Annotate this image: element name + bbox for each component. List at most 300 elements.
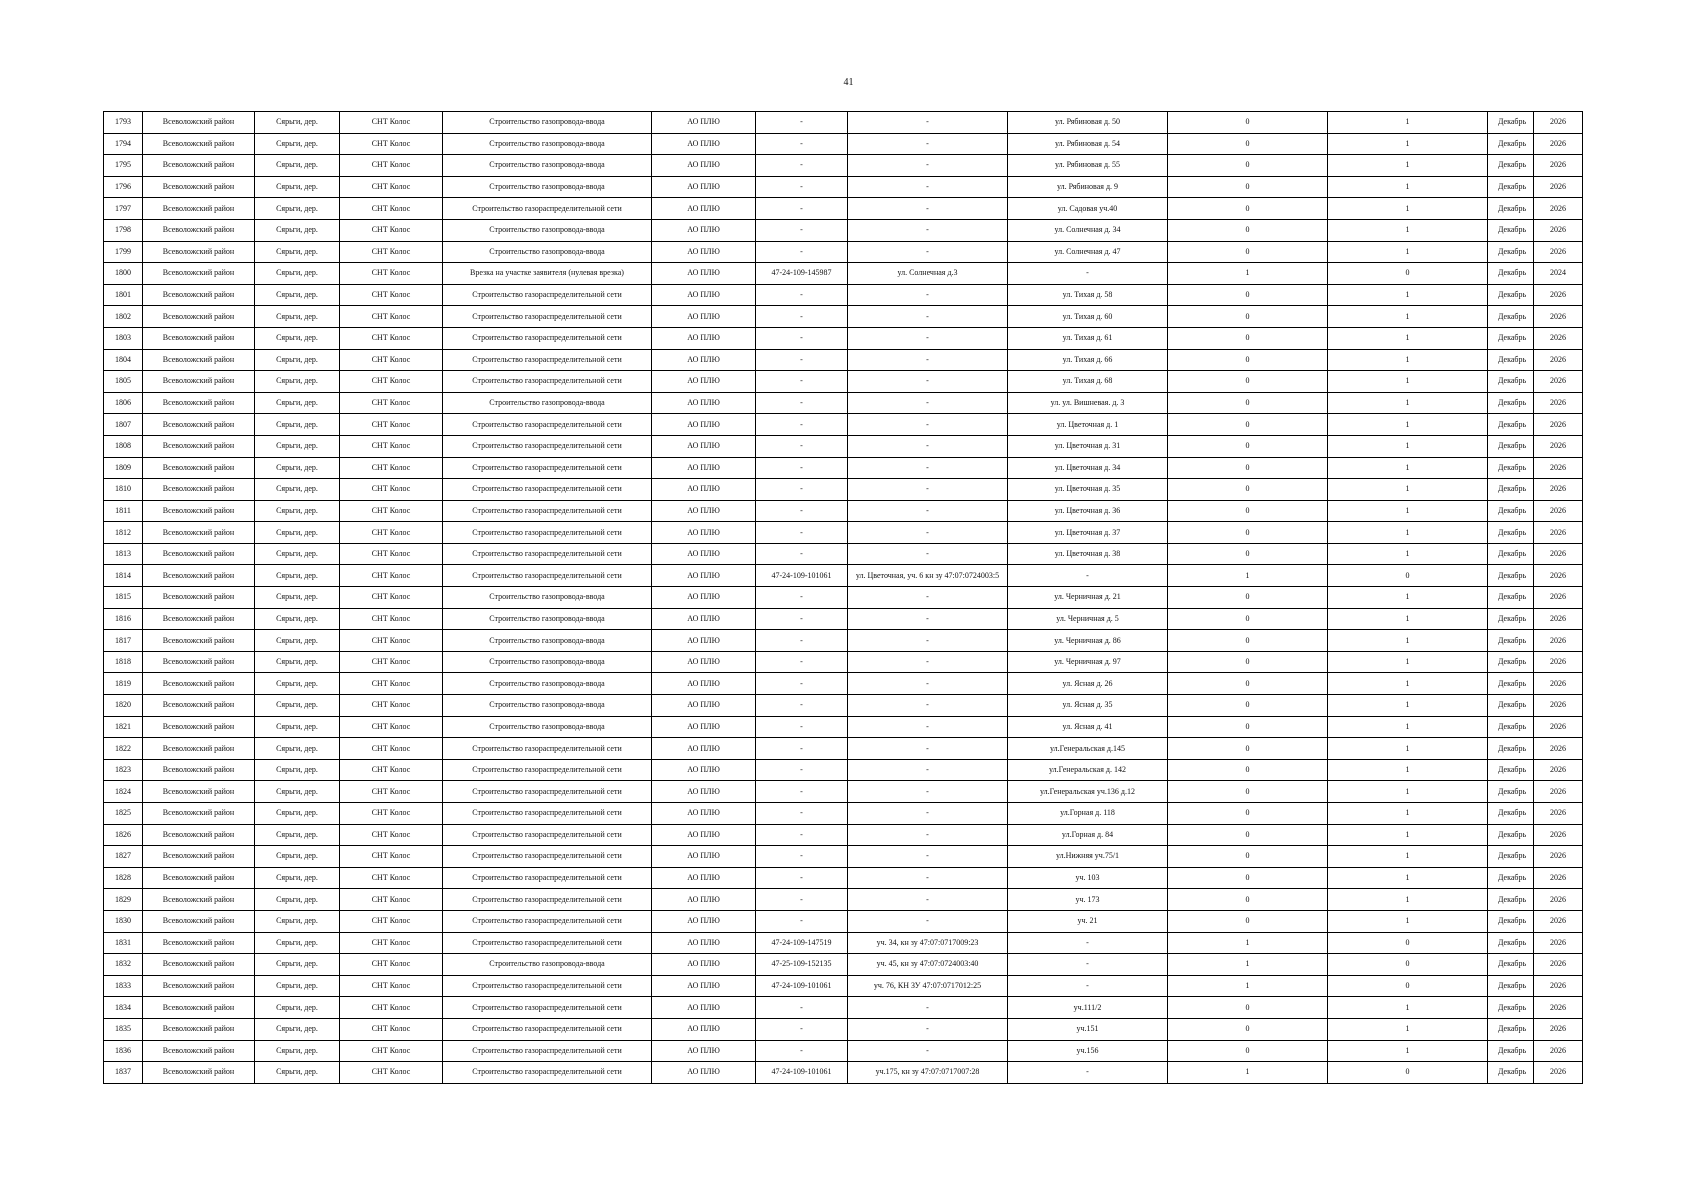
- work-type-cell: Строительство газораспределительной сети: [443, 910, 652, 932]
- district-cell: Всеволожский район: [143, 867, 255, 889]
- address-cell: уч.111/2: [1008, 997, 1168, 1019]
- settlement-cell: Сярьги, дер.: [255, 479, 340, 501]
- organization-cell: АО ПЛЮ: [652, 975, 756, 997]
- year-cell: 2026: [1534, 565, 1583, 587]
- count-a-cell: 0: [1168, 781, 1328, 803]
- snt-cell: СНТ Колос: [340, 414, 443, 436]
- count-b-cell: 1: [1328, 133, 1488, 155]
- table-row: [104, 803, 1583, 825]
- snt-cell: СНТ Колос: [340, 241, 443, 263]
- snt-cell: СНТ Колос: [340, 327, 443, 349]
- settlement-cell: Сярьги, дер.: [255, 781, 340, 803]
- row-number-cell: 1807: [104, 414, 143, 436]
- year-cell: 2026: [1534, 176, 1583, 198]
- table-row: [104, 673, 1583, 695]
- year-cell: 2026: [1534, 673, 1583, 695]
- district-cell: Всеволожский район: [143, 176, 255, 198]
- row-number-cell: 1831: [104, 932, 143, 954]
- work-type-cell: Строительство газораспределительной сети: [443, 371, 652, 393]
- row-number-cell: 1836: [104, 1040, 143, 1062]
- snt-cell: СНТ Колос: [340, 371, 443, 393]
- district-cell: Всеволожский район: [143, 1018, 255, 1040]
- count-a-cell: 0: [1168, 673, 1328, 695]
- work-type-cell: Строительство газораспределительной сети: [443, 975, 652, 997]
- address-cell: ул. Черничная д. 86: [1008, 630, 1168, 652]
- work-type-cell: Строительство газопровода-ввода: [443, 954, 652, 976]
- count-b-cell: 1: [1328, 803, 1488, 825]
- year-cell: 2026: [1534, 392, 1583, 414]
- work-type-cell: Строительство газораспределительной сети: [443, 198, 652, 220]
- district-cell: Всеволожский район: [143, 651, 255, 673]
- count-b-cell: 0: [1328, 975, 1488, 997]
- cadastral-address-cell: -: [848, 630, 1008, 652]
- settlement-cell: Сярьги, дер.: [255, 867, 340, 889]
- table-row: [104, 587, 1583, 609]
- month-cell: Декабрь: [1488, 371, 1534, 393]
- count-a-cell: 0: [1168, 414, 1328, 436]
- address-cell: -: [1008, 932, 1168, 954]
- work-type-cell: Строительство газораспределительной сети: [443, 1018, 652, 1040]
- table-row: [104, 284, 1583, 306]
- cadastral-address-cell: -: [848, 651, 1008, 673]
- settlement-cell: Сярьги, дер.: [255, 198, 340, 220]
- organization-cell: АО ПЛЮ: [652, 673, 756, 695]
- table-row: [104, 392, 1583, 414]
- organization-cell: АО ПЛЮ: [652, 738, 756, 760]
- application-number-cell: -: [756, 910, 848, 932]
- address-cell: ул. Цветочная д. 35: [1008, 479, 1168, 501]
- count-b-cell: 1: [1328, 824, 1488, 846]
- row-number-cell: 1827: [104, 846, 143, 868]
- settlement-cell: Сярьги, дер.: [255, 630, 340, 652]
- organization-cell: АО ПЛЮ: [652, 565, 756, 587]
- cadastral-address-cell: -: [848, 889, 1008, 911]
- application-number-cell: -: [756, 867, 848, 889]
- work-type-cell: Строительство газопровода-ввода: [443, 241, 652, 263]
- snt-cell: СНТ Колос: [340, 133, 443, 155]
- table-row: [104, 133, 1583, 155]
- district-cell: Всеволожский район: [143, 803, 255, 825]
- address-cell: ул. ул. Вишневая. д. 3: [1008, 392, 1168, 414]
- cadastral-address-cell: -: [848, 306, 1008, 328]
- application-number-cell: -: [756, 824, 848, 846]
- row-number-cell: 1793: [104, 112, 143, 134]
- settlement-cell: Сярьги, дер.: [255, 716, 340, 738]
- month-cell: Декабрь: [1488, 263, 1534, 285]
- snt-cell: СНТ Колос: [340, 522, 443, 544]
- organization-cell: АО ПЛЮ: [652, 457, 756, 479]
- cadastral-address-cell: -: [848, 781, 1008, 803]
- row-number-cell: 1794: [104, 133, 143, 155]
- count-b-cell: 0: [1328, 954, 1488, 976]
- cadastral-address-cell: -: [848, 1040, 1008, 1062]
- count-a-cell: 0: [1168, 824, 1328, 846]
- work-type-cell: Строительство газопровода-ввода: [443, 133, 652, 155]
- cadastral-address-cell: уч.175, кн зу 47:07:0717007:28: [848, 1062, 1008, 1084]
- count-a-cell: 0: [1168, 867, 1328, 889]
- month-cell: Декабрь: [1488, 651, 1534, 673]
- count-a-cell: 0: [1168, 479, 1328, 501]
- address-cell: ул.Генеральская уч.136 д.12: [1008, 781, 1168, 803]
- cadastral-address-cell: -: [848, 608, 1008, 630]
- district-cell: Всеволожский район: [143, 673, 255, 695]
- count-a-cell: 0: [1168, 803, 1328, 825]
- district-cell: Всеволожский район: [143, 932, 255, 954]
- count-a-cell: 1: [1168, 565, 1328, 587]
- application-number-cell: -: [756, 479, 848, 501]
- application-number-cell: -: [756, 327, 848, 349]
- table-row: [104, 176, 1583, 198]
- cadastral-address-cell: -: [848, 371, 1008, 393]
- organization-cell: АО ПЛЮ: [652, 1018, 756, 1040]
- month-cell: Декабрь: [1488, 889, 1534, 911]
- cadastral-address-cell: -: [848, 803, 1008, 825]
- settlement-cell: Сярьги, дер.: [255, 1018, 340, 1040]
- district-cell: Всеволожский район: [143, 975, 255, 997]
- snt-cell: СНТ Колос: [340, 112, 443, 134]
- settlement-cell: Сярьги, дер.: [255, 910, 340, 932]
- table-row: [104, 219, 1583, 241]
- settlement-cell: Сярьги, дер.: [255, 414, 340, 436]
- application-number-cell: -: [756, 716, 848, 738]
- table-row: [104, 306, 1583, 328]
- application-number-cell: -: [756, 781, 848, 803]
- month-cell: Декабрь: [1488, 155, 1534, 177]
- application-number-cell: -: [756, 500, 848, 522]
- address-cell: ул. Тихая д. 60: [1008, 306, 1168, 328]
- work-type-cell: Строительство газораспределительной сети: [443, 284, 652, 306]
- work-type-cell: Строительство газопровода-ввода: [443, 630, 652, 652]
- address-cell: ул. Цветочная д. 1: [1008, 414, 1168, 436]
- organization-cell: АО ПЛЮ: [652, 414, 756, 436]
- application-number-cell: -: [756, 371, 848, 393]
- year-cell: 2026: [1534, 932, 1583, 954]
- address-cell: ул. Черничная д. 5: [1008, 608, 1168, 630]
- application-number-cell: -: [756, 759, 848, 781]
- row-number-cell: 1824: [104, 781, 143, 803]
- cadastral-address-cell: -: [848, 716, 1008, 738]
- district-cell: Всеволожский район: [143, 716, 255, 738]
- table-row: [104, 824, 1583, 846]
- month-cell: Декабрь: [1488, 565, 1534, 587]
- cadastral-address-cell: -: [848, 219, 1008, 241]
- settlement-cell: Сярьги, дер.: [255, 155, 340, 177]
- work-type-cell: Строительство газопровода-ввода: [443, 112, 652, 134]
- district-cell: Всеволожский район: [143, 500, 255, 522]
- snt-cell: СНТ Колос: [340, 543, 443, 565]
- snt-cell: СНТ Колос: [340, 565, 443, 587]
- table-row: [104, 371, 1583, 393]
- year-cell: 2026: [1534, 306, 1583, 328]
- count-b-cell: 1: [1328, 651, 1488, 673]
- snt-cell: СНТ Колос: [340, 651, 443, 673]
- organization-cell: АО ПЛЮ: [652, 867, 756, 889]
- count-a-cell: 0: [1168, 889, 1328, 911]
- address-cell: ул. Рябиновая д. 55: [1008, 155, 1168, 177]
- count-a-cell: 0: [1168, 392, 1328, 414]
- settlement-cell: Сярьги, дер.: [255, 1062, 340, 1084]
- organization-cell: АО ПЛЮ: [652, 435, 756, 457]
- count-b-cell: 1: [1328, 435, 1488, 457]
- cadastral-address-cell: -: [848, 414, 1008, 436]
- count-b-cell: 1: [1328, 176, 1488, 198]
- settlement-cell: Сярьги, дер.: [255, 133, 340, 155]
- work-type-cell: Строительство газораспределительной сети: [443, 1040, 652, 1062]
- work-type-cell: Врезка на участке заявителя (нулевая врезка): [443, 263, 652, 285]
- count-a-cell: 0: [1168, 651, 1328, 673]
- settlement-cell: Сярьги, дер.: [255, 457, 340, 479]
- settlement-cell: Сярьги, дер.: [255, 803, 340, 825]
- address-cell: ул. Цветочная д. 34: [1008, 457, 1168, 479]
- table-row: [104, 759, 1583, 781]
- snt-cell: СНТ Колос: [340, 608, 443, 630]
- year-cell: 2026: [1534, 1040, 1583, 1062]
- count-b-cell: 1: [1328, 543, 1488, 565]
- organization-cell: АО ПЛЮ: [652, 543, 756, 565]
- organization-cell: АО ПЛЮ: [652, 932, 756, 954]
- row-number-cell: 1804: [104, 349, 143, 371]
- year-cell: 2026: [1534, 414, 1583, 436]
- organization-cell: АО ПЛЮ: [652, 716, 756, 738]
- count-b-cell: 0: [1328, 932, 1488, 954]
- organization-cell: АО ПЛЮ: [652, 371, 756, 393]
- year-cell: 2026: [1534, 824, 1583, 846]
- cadastral-address-cell: -: [848, 457, 1008, 479]
- work-type-cell: Строительство газораспределительной сети: [443, 327, 652, 349]
- count-b-cell: 1: [1328, 630, 1488, 652]
- district-cell: Всеволожский район: [143, 997, 255, 1019]
- count-b-cell: 1: [1328, 781, 1488, 803]
- count-b-cell: 1: [1328, 846, 1488, 868]
- count-a-cell: 0: [1168, 630, 1328, 652]
- month-cell: Декабрь: [1488, 479, 1534, 501]
- data-table: [103, 111, 1583, 1084]
- snt-cell: СНТ Колос: [340, 997, 443, 1019]
- application-number-cell: -: [756, 1040, 848, 1062]
- table-row: [104, 781, 1583, 803]
- row-number-cell: 1803: [104, 327, 143, 349]
- settlement-cell: Сярьги, дер.: [255, 112, 340, 134]
- table-row: [104, 414, 1583, 436]
- year-cell: 2026: [1534, 716, 1583, 738]
- count-a-cell: 0: [1168, 284, 1328, 306]
- month-cell: Декабрь: [1488, 932, 1534, 954]
- table-row: [104, 241, 1583, 263]
- month-cell: Декабрь: [1488, 392, 1534, 414]
- year-cell: 2026: [1534, 284, 1583, 306]
- address-cell: ул. Цветочная д. 38: [1008, 543, 1168, 565]
- row-number-cell: 1799: [104, 241, 143, 263]
- month-cell: Декабрь: [1488, 1040, 1534, 1062]
- application-number-cell: 47-24-109-101061: [756, 975, 848, 997]
- application-number-cell: -: [756, 522, 848, 544]
- count-b-cell: 0: [1328, 565, 1488, 587]
- address-cell: ул.Нижняя уч.75/1: [1008, 846, 1168, 868]
- snt-cell: СНТ Колос: [340, 219, 443, 241]
- work-type-cell: Строительство газораспределительной сети: [443, 414, 652, 436]
- cadastral-address-cell: -: [848, 133, 1008, 155]
- snt-cell: СНТ Колос: [340, 954, 443, 976]
- year-cell: 2024: [1534, 263, 1583, 285]
- month-cell: Декабрь: [1488, 219, 1534, 241]
- work-type-cell: Строительство газопровода-ввода: [443, 155, 652, 177]
- district-cell: Всеволожский район: [143, 284, 255, 306]
- application-number-cell: -: [756, 846, 848, 868]
- table-row: [104, 522, 1583, 544]
- month-cell: Декабрь: [1488, 954, 1534, 976]
- count-b-cell: 1: [1328, 219, 1488, 241]
- snt-cell: СНТ Колос: [340, 457, 443, 479]
- month-cell: Декабрь: [1488, 738, 1534, 760]
- work-type-cell: Строительство газопровода-ввода: [443, 608, 652, 630]
- count-a-cell: 0: [1168, 1040, 1328, 1062]
- month-cell: Декабрь: [1488, 975, 1534, 997]
- snt-cell: СНТ Колос: [340, 500, 443, 522]
- application-number-cell: -: [756, 608, 848, 630]
- snt-cell: СНТ Колос: [340, 910, 443, 932]
- settlement-cell: Сярьги, дер.: [255, 543, 340, 565]
- table-row: [104, 435, 1583, 457]
- organization-cell: АО ПЛЮ: [652, 392, 756, 414]
- cadastral-address-cell: -: [848, 738, 1008, 760]
- count-b-cell: 1: [1328, 306, 1488, 328]
- snt-cell: СНТ Колос: [340, 781, 443, 803]
- address-cell: -: [1008, 565, 1168, 587]
- table-row: [104, 630, 1583, 652]
- application-number-cell: -: [756, 997, 848, 1019]
- address-cell: ул. Тихая д. 58: [1008, 284, 1168, 306]
- month-cell: Декабрь: [1488, 500, 1534, 522]
- count-a-cell: 1: [1168, 975, 1328, 997]
- settlement-cell: Сярьги, дер.: [255, 241, 340, 263]
- organization-cell: АО ПЛЮ: [652, 155, 756, 177]
- settlement-cell: Сярьги, дер.: [255, 673, 340, 695]
- row-number-cell: 1817: [104, 630, 143, 652]
- count-b-cell: 1: [1328, 155, 1488, 177]
- application-number-cell: -: [756, 414, 848, 436]
- address-cell: ул. Садовая уч.40: [1008, 198, 1168, 220]
- work-type-cell: Строительство газораспределительной сети: [443, 457, 652, 479]
- snt-cell: СНТ Колос: [340, 803, 443, 825]
- organization-cell: АО ПЛЮ: [652, 500, 756, 522]
- year-cell: 2026: [1534, 371, 1583, 393]
- year-cell: 2026: [1534, 133, 1583, 155]
- organization-cell: АО ПЛЮ: [652, 759, 756, 781]
- application-number-cell: -: [756, 219, 848, 241]
- table-row: [104, 975, 1583, 997]
- work-type-cell: Строительство газораспределительной сети: [443, 867, 652, 889]
- work-type-cell: Строительство газопровода-ввода: [443, 695, 652, 717]
- cadastral-address-cell: -: [848, 695, 1008, 717]
- row-number-cell: 1826: [104, 824, 143, 846]
- cadastral-address-cell: ул. Цветочная, уч. 6 кн зу 47:07:0724003:5: [848, 565, 1008, 587]
- application-number-cell: -: [756, 133, 848, 155]
- row-number-cell: 1797: [104, 198, 143, 220]
- address-cell: -: [1008, 1062, 1168, 1084]
- year-cell: 2026: [1534, 543, 1583, 565]
- organization-cell: АО ПЛЮ: [652, 803, 756, 825]
- settlement-cell: Сярьги, дер.: [255, 306, 340, 328]
- work-type-cell: Строительство газораспределительной сети: [443, 803, 652, 825]
- cadastral-address-cell: -: [848, 198, 1008, 220]
- year-cell: 2026: [1534, 1062, 1583, 1084]
- count-a-cell: 0: [1168, 133, 1328, 155]
- year-cell: 2026: [1534, 954, 1583, 976]
- count-b-cell: 1: [1328, 198, 1488, 220]
- month-cell: Декабрь: [1488, 284, 1534, 306]
- month-cell: Декабрь: [1488, 522, 1534, 544]
- table-row: [104, 997, 1583, 1019]
- table-row: [104, 695, 1583, 717]
- district-cell: Всеволожский район: [143, 954, 255, 976]
- year-cell: 2026: [1534, 803, 1583, 825]
- row-number-cell: 1812: [104, 522, 143, 544]
- snt-cell: СНТ Колос: [340, 284, 443, 306]
- district-cell: Всеволожский район: [143, 155, 255, 177]
- address-cell: ул. Рябиновая д. 50: [1008, 112, 1168, 134]
- cadastral-address-cell: -: [848, 759, 1008, 781]
- settlement-cell: Сярьги, дер.: [255, 846, 340, 868]
- cadastral-address-cell: -: [848, 543, 1008, 565]
- cadastral-address-cell: уч. 34, кн зу 47:07:0717009:23: [848, 932, 1008, 954]
- district-cell: Всеволожский район: [143, 306, 255, 328]
- row-number-cell: 1830: [104, 910, 143, 932]
- table-row: [104, 479, 1583, 501]
- organization-cell: АО ПЛЮ: [652, 306, 756, 328]
- address-cell: ул. Цветочная д. 37: [1008, 522, 1168, 544]
- settlement-cell: Сярьги, дер.: [255, 435, 340, 457]
- count-a-cell: 0: [1168, 435, 1328, 457]
- table-row: [104, 112, 1583, 134]
- organization-cell: АО ПЛЮ: [652, 176, 756, 198]
- row-number-cell: 1802: [104, 306, 143, 328]
- address-cell: ул. Рябиновая д. 54: [1008, 133, 1168, 155]
- month-cell: Декабрь: [1488, 824, 1534, 846]
- district-cell: Всеволожский район: [143, 392, 255, 414]
- month-cell: Декабрь: [1488, 587, 1534, 609]
- table-row: [104, 349, 1583, 371]
- count-a-cell: 0: [1168, 910, 1328, 932]
- district-cell: Всеволожский район: [143, 371, 255, 393]
- table-row: [104, 543, 1583, 565]
- address-cell: ул. Цветочная д. 36: [1008, 500, 1168, 522]
- cadastral-address-cell: -: [848, 867, 1008, 889]
- work-type-cell: Строительство газораспределительной сети: [443, 435, 652, 457]
- count-a-cell: 0: [1168, 587, 1328, 609]
- page-number: 41: [843, 77, 854, 88]
- organization-cell: АО ПЛЮ: [652, 997, 756, 1019]
- work-type-cell: Строительство газопровода-ввода: [443, 673, 652, 695]
- year-cell: 2026: [1534, 1018, 1583, 1040]
- district-cell: Всеволожский район: [143, 457, 255, 479]
- count-a-cell: 1: [1168, 263, 1328, 285]
- settlement-cell: Сярьги, дер.: [255, 651, 340, 673]
- application-number-cell: -: [756, 176, 848, 198]
- count-a-cell: 0: [1168, 997, 1328, 1019]
- district-cell: Всеволожский район: [143, 198, 255, 220]
- organization-cell: АО ПЛЮ: [652, 349, 756, 371]
- count-b-cell: 1: [1328, 608, 1488, 630]
- application-number-cell: -: [756, 673, 848, 695]
- district-cell: Всеволожский район: [143, 241, 255, 263]
- snt-cell: СНТ Колос: [340, 932, 443, 954]
- table-row: [104, 155, 1583, 177]
- district-cell: Всеволожский район: [143, 824, 255, 846]
- row-number-cell: 1809: [104, 457, 143, 479]
- organization-cell: АО ПЛЮ: [652, 219, 756, 241]
- organization-cell: АО ПЛЮ: [652, 651, 756, 673]
- year-cell: 2026: [1534, 759, 1583, 781]
